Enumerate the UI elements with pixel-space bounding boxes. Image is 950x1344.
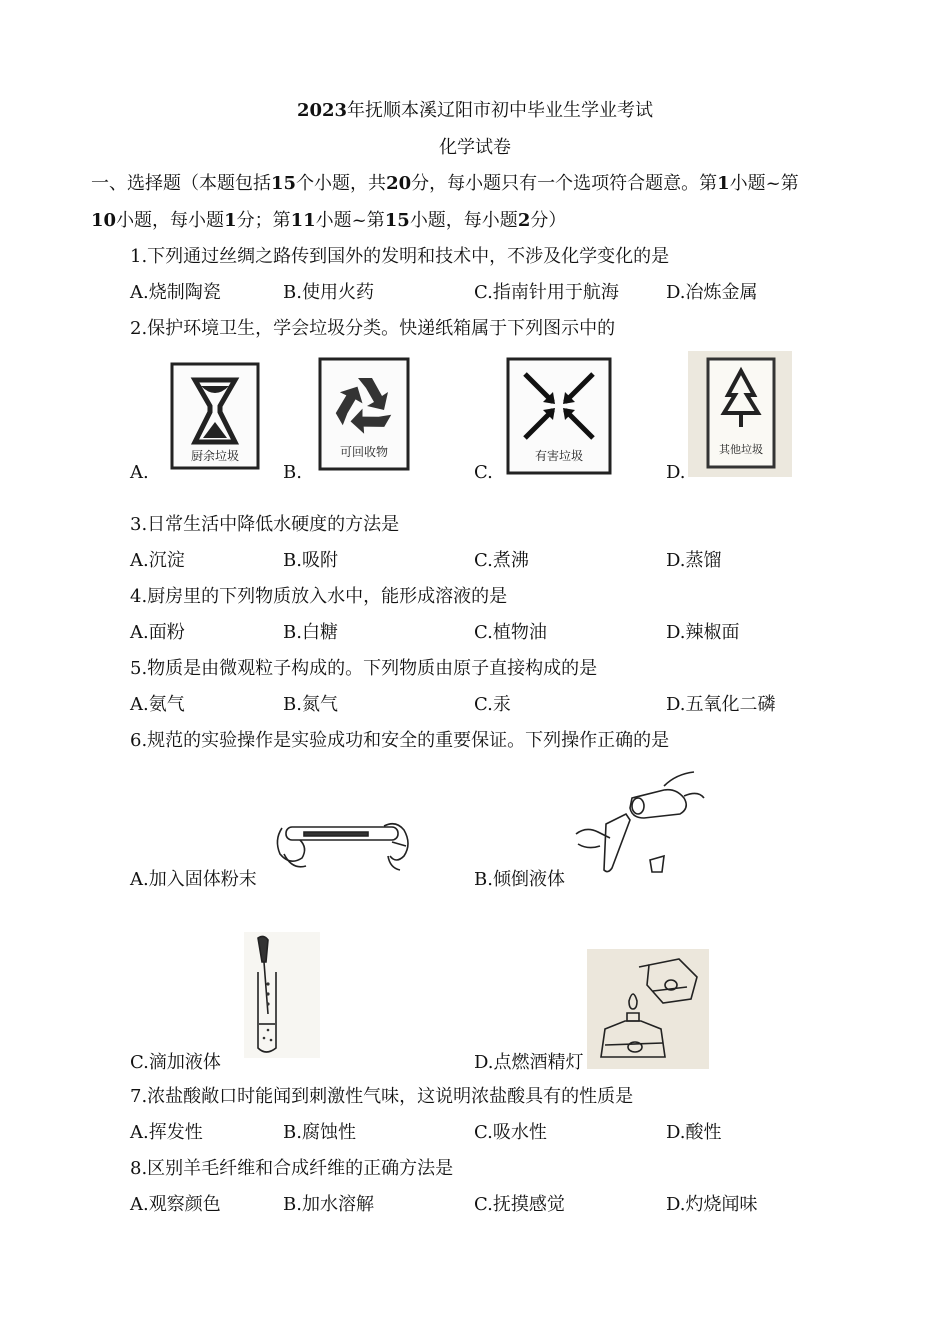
q3-option-c[interactable]: C.煮沸 [474, 550, 529, 571]
question-7-stem: 7.浓盐酸敞口时能闻到刺激性气味，这说明浓盐酸具有的性质是 [130, 1086, 634, 1107]
q5-option-c[interactable]: C.汞 [474, 694, 511, 715]
alcohol-lamp-illustration [587, 949, 709, 1069]
exam-subtitle: 化学试卷 [439, 137, 511, 158]
q8-option-d[interactable]: D.灼烧闻味 [666, 1194, 758, 1215]
question-6-stem: 6.规范的实验操作是实验成功和安全的重要保证。下列操作正确的是 [130, 730, 670, 751]
question-3-stem: 3.日常生活中降低水硬度的方法是 [130, 514, 400, 535]
pour-liquid-illustration [572, 768, 708, 878]
q6-option-c[interactable]: C.滴加液体 [130, 1052, 221, 1073]
q7-option-a[interactable]: A.挥发性 [130, 1122, 203, 1143]
sign-a-label: 厨余垃圾 [190, 449, 240, 463]
kitchen-waste-sign [168, 360, 262, 472]
q4-option-b[interactable]: B.白糖 [283, 622, 338, 643]
question-5-stem: 5.物质是由微观粒子构成的。下列物质由原子直接构成的是 [130, 658, 598, 679]
q6-option-d[interactable]: D.点燃酒精灯 [474, 1052, 584, 1073]
q2-option-b[interactable]: B. [283, 462, 302, 483]
q3-option-b[interactable]: B.吸附 [283, 550, 338, 571]
add-solid-powder-illustration [272, 818, 414, 876]
q5-option-d[interactable]: D.五氧化二磷 [666, 694, 776, 715]
section-instructions-line2: 10小题，每小题1分；第11小题~第15小题，每小题2分） [91, 210, 567, 231]
q8-option-c[interactable]: C.抚摸感觉 [474, 1194, 565, 1215]
q7-option-c[interactable]: C.吸水性 [474, 1122, 547, 1143]
dropper-illustration [244, 932, 320, 1058]
q4-option-c[interactable]: C.植物油 [474, 622, 547, 643]
question-8-stem: 8.区别羊毛纤维和合成纤维的正确方法是 [130, 1158, 454, 1179]
q7-option-d[interactable]: D.酸性 [666, 1122, 722, 1143]
q5-option-b[interactable]: B.氮气 [283, 694, 338, 715]
q8-option-a[interactable]: A.观察颜色 [130, 1194, 221, 1215]
q7-option-b[interactable]: B.腐蚀性 [283, 1122, 356, 1143]
q6-option-a[interactable]: A.加入固体粉末 [130, 869, 257, 890]
q3-option-d[interactable]: D.蒸馏 [666, 550, 722, 571]
q8-option-b[interactable]: B.加水溶解 [283, 1194, 374, 1215]
q1-option-d[interactable]: D.冶炼金属 [666, 282, 758, 303]
q2-option-c[interactable]: C. [474, 462, 493, 483]
q2-option-d[interactable]: D. [666, 462, 686, 483]
section-instructions-line1: 一、选择题（本题包括15个小题，共20分，每小题只有一个选项符合题意。第1小题~第 [91, 173, 799, 194]
q2-option-a[interactable]: A. [130, 462, 149, 483]
question-2-stem: 2.保护环境卫生，学会垃圾分类。快递纸箱属于下列图示中的 [130, 318, 616, 339]
q1-option-c[interactable]: C.指南针用于航海 [474, 282, 619, 303]
exam-title: 2023年抚顺本溪辽阳市初中毕业生学业考试 [296, 100, 654, 121]
question-4-stem: 4.厨房里的下列物质放入水中，能形成溶液的是 [130, 586, 508, 607]
q5-option-a[interactable]: A.氨气 [130, 694, 185, 715]
q1-option-b[interactable]: B.使用火药 [283, 282, 374, 303]
recyclable-sign [317, 356, 411, 472]
sign-c-label: 有害垃圾 [534, 449, 584, 463]
other-waste-sign [688, 351, 792, 477]
sign-b-label: 可回收物 [339, 445, 389, 459]
q4-option-a[interactable]: A.面粉 [130, 622, 185, 643]
q6-option-b[interactable]: B.倾倒液体 [474, 869, 565, 890]
sign-d-label: 其他垃圾 [719, 443, 763, 456]
q3-option-a[interactable]: A.沉淀 [130, 550, 185, 571]
hazardous-waste-sign [505, 356, 613, 476]
question-1-stem: 1.下列通过丝绸之路传到国外的发明和技术中，不涉及化学变化的是 [130, 246, 670, 267]
q1-option-a[interactable]: A.烧制陶瓷 [130, 282, 221, 303]
q4-option-d[interactable]: D.辣椒面 [666, 622, 740, 643]
